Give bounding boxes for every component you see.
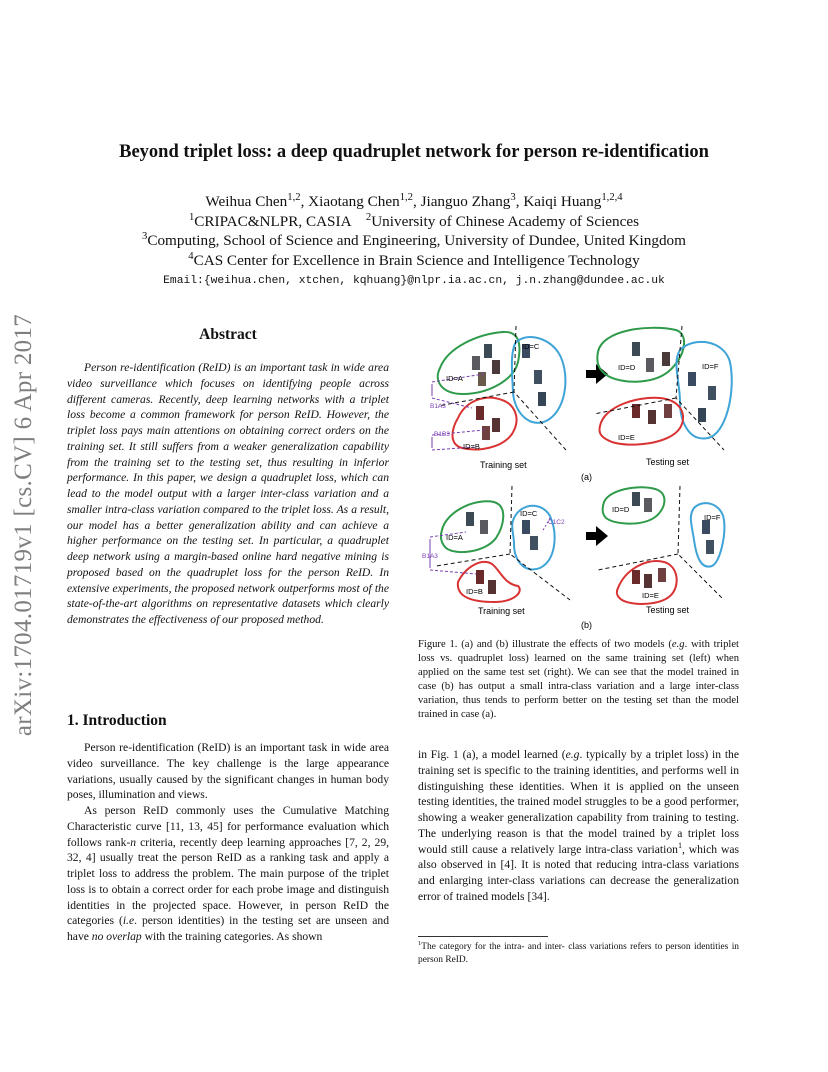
citation-link[interactable]: 2 [361, 835, 368, 849]
label-id-e: ID=E [618, 433, 635, 442]
affiliation-1: $^1$CRIPAC&NLPR, CASIA $^2$University of Chinese Academy of Sciences [188, 211, 640, 230]
label-panel-b: (b) [581, 620, 592, 630]
label-id-e: ID=E [642, 591, 659, 600]
figure-link[interactable]: 1 [452, 748, 459, 761]
figure-caption: Figure 1. (a) and (b) illustrate the effects of two models (e.g. with triplet loss vs. quadruplet loss) learned on the same training set (left) when applied on the same test set (right). We can see that the model trained in case (b) has output a small intra-class variation and a large inter-class variation, thus tends to perform better on the testing set than the model trained in case (a). [418, 639, 739, 721]
label-training-a: Training set [480, 460, 527, 470]
intro-paragraph-1: Person re-identification (ReID) is an important task in wide area video surveillance. The key challenge is the large appearance variations, usually caused by the significant changes in human body poses, illumination and views. [67, 741, 389, 802]
citation-link[interactable]: 7 [349, 835, 355, 849]
arrow-icon [586, 526, 608, 546]
label-b1b3: B1B3 [434, 431, 450, 438]
intro-paragraph-2: As person ReID commonly uses the Cumulative Matching Characteristic curve [11, 13, 45] for performance evaluation which follows rank-n criteria, recently deep learning approaches [7, 2, 29, 32, 4] usually treat the person ReID as a ranking task and apply a triplet loss to address the problem. The main purpose of the triplet loss is to obtain a correct order for each probe image and distinguish identities in the projected space. However, in person ReID the categories (i.e. person identities) in the testing set are unseen and have no overlap with the training categories. As shown [67, 804, 390, 943]
label-id-c: ID=C [520, 509, 538, 518]
citation-link[interactable]: 4 [85, 851, 92, 865]
affiliation-3: $^4$CAS Center for Excellence in Brain Science and Intelligence Technology [188, 250, 640, 269]
citation-link[interactable]: 32 [67, 851, 79, 865]
footnote-rule [418, 936, 548, 937]
arxiv-sidebar [2, 290, 46, 760]
citation-link[interactable]: 29 [374, 835, 387, 849]
footnote: $^1$The category for the intra- and inter- class variations refers to person identities in person ReID. [418, 939, 739, 965]
label-id-b: ID=B [466, 587, 483, 596]
citation-link[interactable]: 34 [531, 889, 543, 903]
paper-title: Beyond triplet loss: a deep quadruplet network for person re-identification [119, 142, 709, 162]
panel-b-training [422, 486, 570, 616]
label-id-d: ID=D [618, 363, 636, 372]
label-panel-a: (a) [581, 472, 592, 482]
label-id-a: ID=A [446, 374, 463, 383]
label-testing-a: Testing set [646, 457, 690, 467]
figure-1 [418, 322, 742, 632]
panel-a-training [430, 326, 566, 470]
author-names: Weihua Chen$^{1,2}$, Xiaotang Chen$^{1,2}$, Jianguo Zhang$^3$, Kaiqi Huang$^{1,2,4}$ [205, 191, 623, 210]
citation-link[interactable]: 45 [207, 819, 219, 833]
citation-link[interactable]: 13 [188, 819, 200, 833]
label-testing-b: Testing set [646, 605, 690, 615]
abstract-text: Person re-identification (ReID) is an important task in wide area video surveillance which focuses on identifying people across different cameras. Recently, deep learning networks with a triplet loss become a common framework for person ReID. However, the triplet loss pays main attentions on obtaining correct orders on the training set. It still suffers from a weaker generalization capability from the training set to the testing set, thus resulting in inferior performance. In this paper, we design a quadruplet loss, which can lead to the model output with a larger inter-class variation and a smaller intra-class variation compared to the triplet loss. As a result, our model has a better generalization ability and can achieve a higher performance on the testing set. In particular, a quadruplet deep network using a margin-based online hard negative mining is proposed based on the quadruplet loss for the person ReID. In extensive experiments, the proposed network outperforms most of the state-of-the-art algorithms on representative datasets which clearly demonstrates the effectiveness of our proposed method. [67, 361, 389, 626]
label-id-b: ID=B [463, 442, 480, 451]
author-email: Email:{weihua.chen, xtchen, kqhuang}@nlpr.ia.ac.cn, j.n.zhang@dundee.ac.uk [163, 275, 665, 287]
panel-b-testing [598, 486, 724, 615]
label-b1a3: B1A3 [430, 403, 446, 410]
label-id-f: ID=F [704, 513, 721, 522]
abstract-heading: Abstract [199, 326, 257, 343]
right-paragraph: in Fig. 1 (a), a model learned (e.g. typically by a triplet loss) in the training set is specific to the training identities, and performs well in distinguishing these identities. When it is applied on the unseen testing identities, the trained model struggles to be a good performer, showing a weaker generalization capability from training to testing. The underlying reason is that the model trained by a triplet loss would still cause a relatively large intra-class variation$^1$, which was also observed in [4]. It is noted that reducing intra-class variations and enlarging inter-class variations can decrease the generalization error of trained models [34]. [418, 748, 740, 903]
label-b1a3: B1A3 [422, 553, 438, 560]
label-c1c2: C1C2 [548, 519, 565, 526]
label-id-d: ID=D [612, 505, 630, 514]
citation-link[interactable]: 4 [504, 858, 511, 872]
author-block [0, 192, 828, 292]
label-id-c: ID=C [522, 342, 540, 351]
label-id-a: ID=A [446, 533, 463, 542]
affiliation-2: $^3$Computing, School of Science and Engineering, University of Dundee, United Kingdom [142, 230, 686, 249]
right-column-text [418, 747, 739, 905]
arxiv-id: arXiv:1704.01719v1 [cs.CV] 6 Apr 2017 [10, 313, 37, 737]
intro-heading: 1. Introduction [67, 712, 167, 729]
label-training-b: Training set [478, 606, 525, 616]
footnote-link[interactable]: 1 [677, 840, 682, 850]
citation-link[interactable]: 11 [169, 819, 181, 833]
intro-body [67, 740, 389, 945]
panel-a-testing [594, 326, 732, 467]
abstract-body [67, 360, 389, 628]
label-id-f: ID=F [702, 362, 719, 371]
